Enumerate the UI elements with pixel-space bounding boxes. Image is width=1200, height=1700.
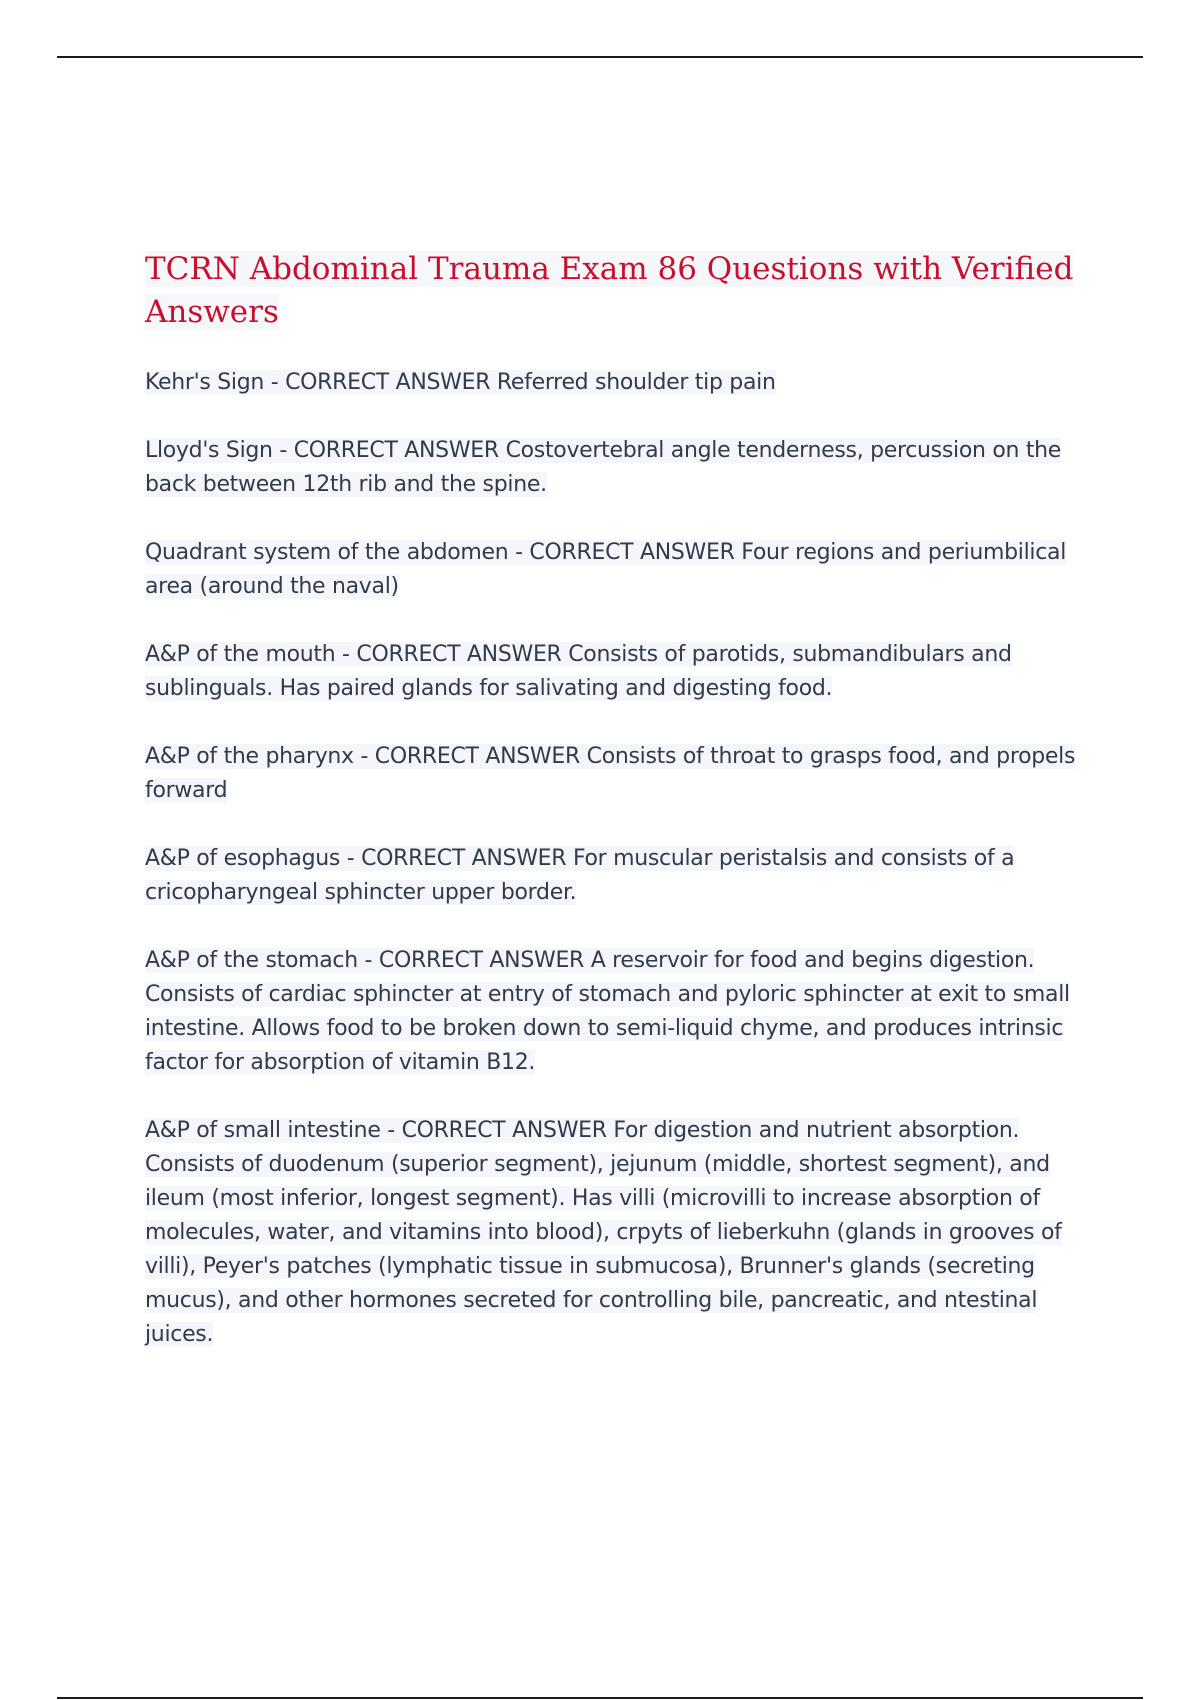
document-title: TCRN Abdominal Trauma Exam 86 Questions with Verified Answers: [145, 251, 1074, 330]
qa-entry: A&P of the pharynx - CORRECT ANSWER Consists of throat to grasps food, and propels forward: [145, 744, 1076, 803]
document-body: [145, 248, 1085, 1386]
qa-entry: Quadrant system of the abdomen - CORRECT ANSWER Four regions and periumbilical area (around the naval): [145, 540, 1067, 599]
header-rule: [57, 56, 1143, 58]
qa-entry: A&P of small intestine - CORRECT ANSWER For digestion and nutrient absorption. Consists of duodenum (superior segment), jejunum (middle, shortest segment), and ileum (most inferior, longest segment). Has villi (microvilli to increase absorption of molecules, water, and vitamins into blood), crpyts of lieberkuhn (glands in grooves of villi), Peyer's patches (lymphatic tissue in submucosa), Brunner's glands (secreting mucus), and other hormones secreted for controlling bile, pancreatic, and ntestinal juices.: [145, 1118, 1062, 1347]
qa-entry: A&P of the stomach - CORRECT ANSWER A reservoir for food and begins digestion. Consists of cardiac sphincter at entry of stomach and pyloric sphincter at exit to small intestine. Allows food to be broken down to semi-liquid chyme, and produces intrinsic factor for absorption of vitamin B12.: [145, 948, 1070, 1075]
qa-entry: A&P of esophagus - CORRECT ANSWER For muscular peristalsis and consists of a cricopharyngeal sphincter upper border.: [145, 846, 1015, 905]
footer-rule: [57, 1697, 1143, 1699]
qa-entry: Lloyd's Sign - CORRECT ANSWER Costovertebral angle tenderness, percussion on the back between 12th rib and the spine.: [145, 438, 1062, 497]
qa-entry: A&P of the mouth - CORRECT ANSWER Consists of parotids, submandibulars and sublinguals. Has paired glands for salivating and digesting food.: [145, 642, 1012, 701]
qa-entry: Kehr's Sign - CORRECT ANSWER Referred shoulder tip pain: [145, 370, 776, 395]
